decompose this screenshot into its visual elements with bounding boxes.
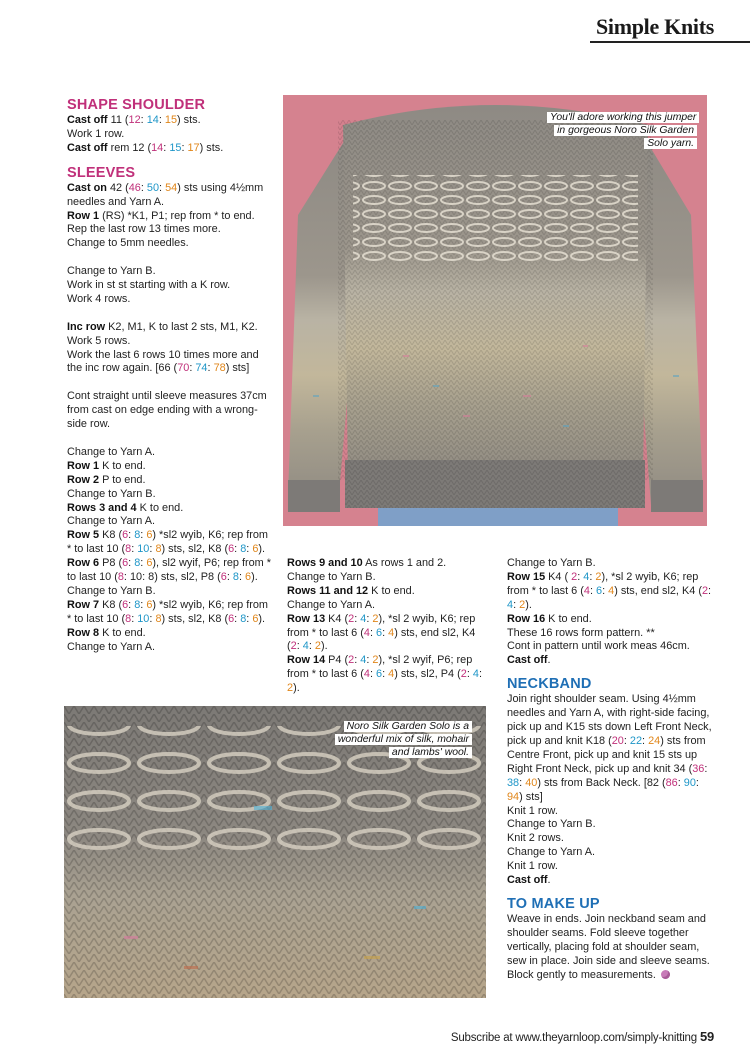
right-column: Change to Yarn B. Row 15 K4 ( 2: 4: 2), *sl 2 wyib, K6; rep from * to last 6 (4: 6: 4) sts, end sl2, K4 (2: 4: 2). Row 16 K to end. These 16 rows form pattern. ** Cont in pattern until work meas 46cm. Cast off. NECKBAND Join right shoulder seam. Using 4½mm needles and Yarn A, with right-side facing, pick up and K15 sts down Left Front Neck, pick up and knit K18 (20: 22: 24) sts from Centre Front, pick up and knit 15 sts up Right Front Neck, pick up and knit 34 (36: 38: 40) sts from Back Neck. [82 (86: 90: 94) sts] Knit 1 row. Change to Yarn B. Knit 2 rows. Change to Yarn A. Knit 1 row. Cast off. TO MAKE UP Weave in ends. Join neckband seam and shoulder seams. Fold sleeve together vertically, placing fold at shoulder seam, sew in place. Join side and sleeve seams. Block gently to measurements.	[507, 557, 717, 982]
section-heading-shape-shoulder: SHAPE SHOULDER	[67, 97, 206, 113]
left-column: SHAPE SHOULDER Cast off 11 (12: 14: 15) sts. Work 1 row. Cast off rem 12 (14: 15: 17) sts. SLEEVES Cast on 42 (46: 50: 54) sts using 4½mm needles and Yarn A. Row 1 (RS) *K1, P1; rep from * to end. Rep the last row 13 times more. Change to 5mm needles. Change to Yarn B. Work in st st starting with a K row. Work 4 rows. Inc row K2, M1, K to last 2 sts, M1, K2. Work 5 rows. Work the last 6 rows 10 times more and the inc row again. [66 (70: 74: 78) sts] Cont straight until sleeve measures 37cm from cast on edge ending with a wrong-side row. Change to Yarn A. Row 1 K to end. Row 2 P to end. Change to Yarn B. Rows 3 and 4 K to end. Change to Yarn A. Row 5 K8 (6: 8: 6) *sl2 wyib, K6; rep from * to last 10 (8: 10: 8) sts, sl2, K8 (6: 8: 6). Row 6 P8 (6: 8: 6), sl2 wyif, P6; rep from * to last 10 (8: 10: 8) sts, sl2, P8 (6: 8: 6). Change to Yarn B. Row 7 K8 (6: 8: 6) *sl2 wyib, K6; rep from * to last 10 (8: 10: 8) sts, sl2, K8 (6: 8: 6). Row 8 K to end. Change to Yarn A.	[67, 97, 272, 653]
sweater-illustration	[283, 95, 707, 526]
sweater-photo-caption: You'll adore working this jumper in gorgeous Noro Silk Garden Solo yarn.	[547, 112, 697, 150]
footer-subscribe-text: Subscribe at www.theyarnloop.com/simply-knitting	[450, 1032, 697, 1044]
page-header-title: Simple Knits	[595, 14, 714, 39]
section-heading-neckband: NECKBAND	[507, 676, 592, 693]
page-footer	[451, 1029, 714, 1044]
section-heading-sleeves: SLEEVES	[67, 164, 136, 181]
middle-column: Rows 9 and 10 As rows 1 and 2. Change to Yarn B. Rows 11 and 12 K to end. Change to Yarn A. Row 13 K4 (2: 4: 2), *sl 2 wyib, K6; rep from * to last 6 (4: 6: 4) sts, end sl2, K4 (2: 4: 2). Row 14 P4 (2: 4: 2), *sl 2 wyif, P6; rep from * to last 6 (4: 6: 4) sts, sl2, P4 (2: 4: 2).	[287, 557, 482, 695]
section-heading-to-make-up: TO MAKE UP	[507, 895, 600, 912]
header-rule	[590, 41, 750, 43]
texture-photo-caption: Noro Silk Garden Solo is a wonderful mix of silk, mohair and lambs' wool.	[322, 721, 472, 759]
yarn-ball-icon	[661, 970, 670, 979]
sweater-photo	[283, 95, 707, 526]
texture-photo	[64, 706, 486, 998]
page-number: 59	[699, 1029, 714, 1044]
